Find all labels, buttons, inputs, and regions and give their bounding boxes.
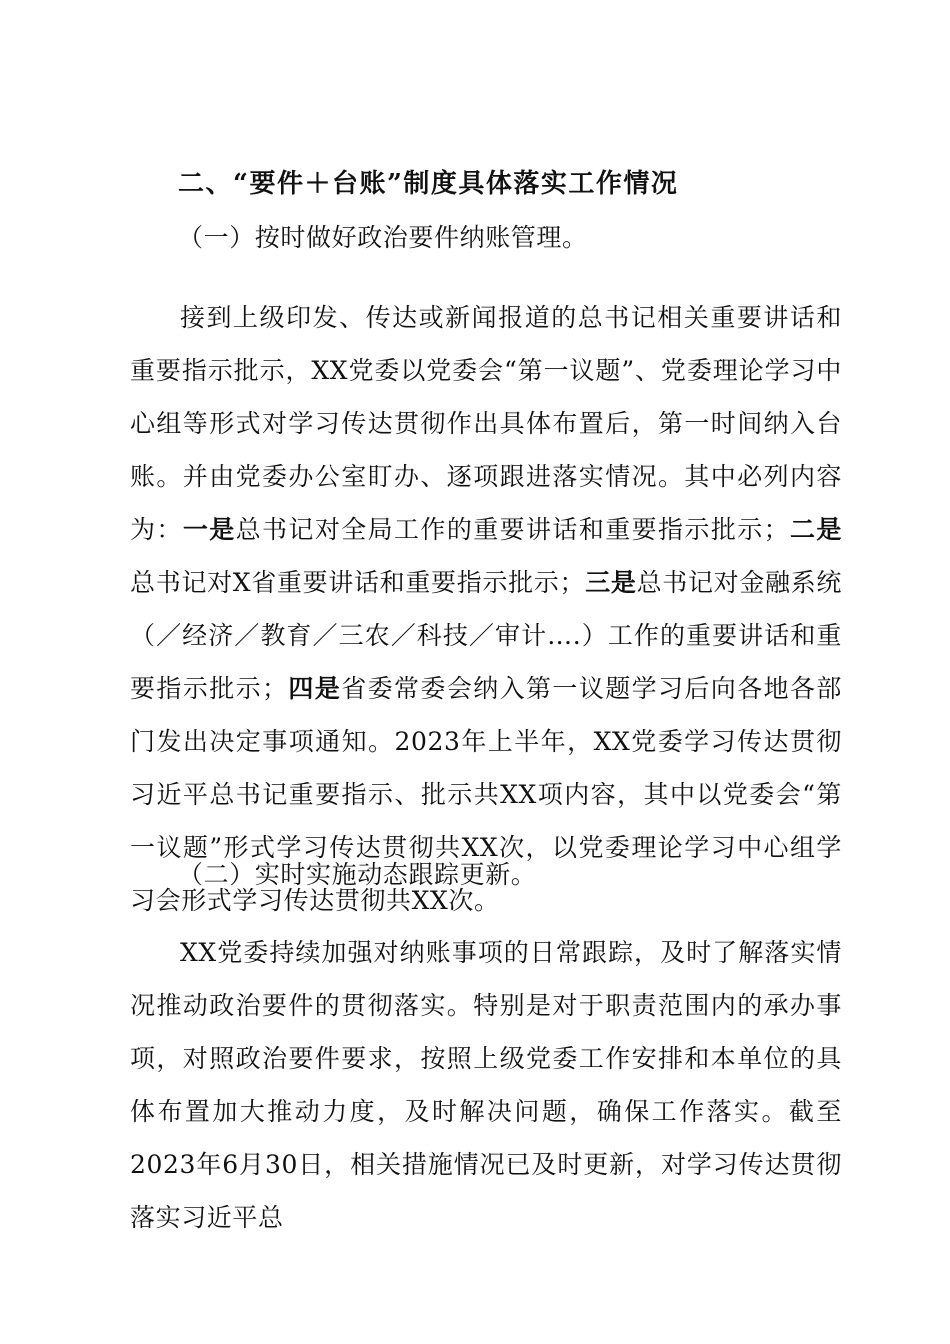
paragraph-2: XX党委持续加强对纳账事项的日常跟踪，及时了解落实情况推动政治要件的贯彻落实。特别是对于职责范围内的承办事项，对照政治要件要求，按照上级党委工作安排和本单位的具体布置加大推动力度，及时解决问题，确保工作落实。截至2023年6月30日，相关措施情况已及时更新，对学习传达贯彻落实习近平总 <box>130 938 842 1232</box>
paragraph-1-text-d: 总书记对X省重要讲话和重要指示批示； <box>130 568 586 597</box>
paragraph-1-text-e: 总书记对金融系统（／经济／教育／三农／科技／审计….）工作的重要讲话和重要指示批示； <box>130 568 842 703</box>
bold-marker-1: 一是 <box>182 515 236 544</box>
paragraph-1 <box>130 291 842 927</box>
subsection-title-2: （二）实时实施动态跟踪更新。 <box>178 860 537 889</box>
paragraph-1-text-a: 接到上级印发、传达或新闻报道的总书记相关重要讲话和重要指示批示，XX党委以党委会“第一议题”、党委理论学习中心组等形式对学习传达贯彻作出具体布置后，第一时间纳入台账。并由党委办公室盯办、逐项跟进落实情况。其中必列内容为： <box>130 303 842 544</box>
subsection-title-1: （一）按时做好政治要件纳账管理。 <box>178 223 588 252</box>
bold-marker-2: 二是 <box>789 515 843 544</box>
section-heading: 二、“要件＋台账”制度具体落实工作情况 <box>178 169 679 199</box>
paragraph-1-text-f: 省委常委会纳入第一议题学习后向各地各部门发出决定事项通知。2023年上半年，XX党委学习传达贯彻习近平总书记重要指示、批示共XX项内容，其中以党委会“第一议题”形式学习传达贯彻共XX次，以党委理论学习中心组学习会形式学习传达贯彻共XX次。 <box>130 674 843 915</box>
bold-marker-3: 三是 <box>585 568 637 597</box>
paragraph-1-text-c: 总书记对全局工作的重要讲话和重要指示批示； <box>235 515 790 544</box>
bold-marker-4: 四是 <box>287 674 342 703</box>
